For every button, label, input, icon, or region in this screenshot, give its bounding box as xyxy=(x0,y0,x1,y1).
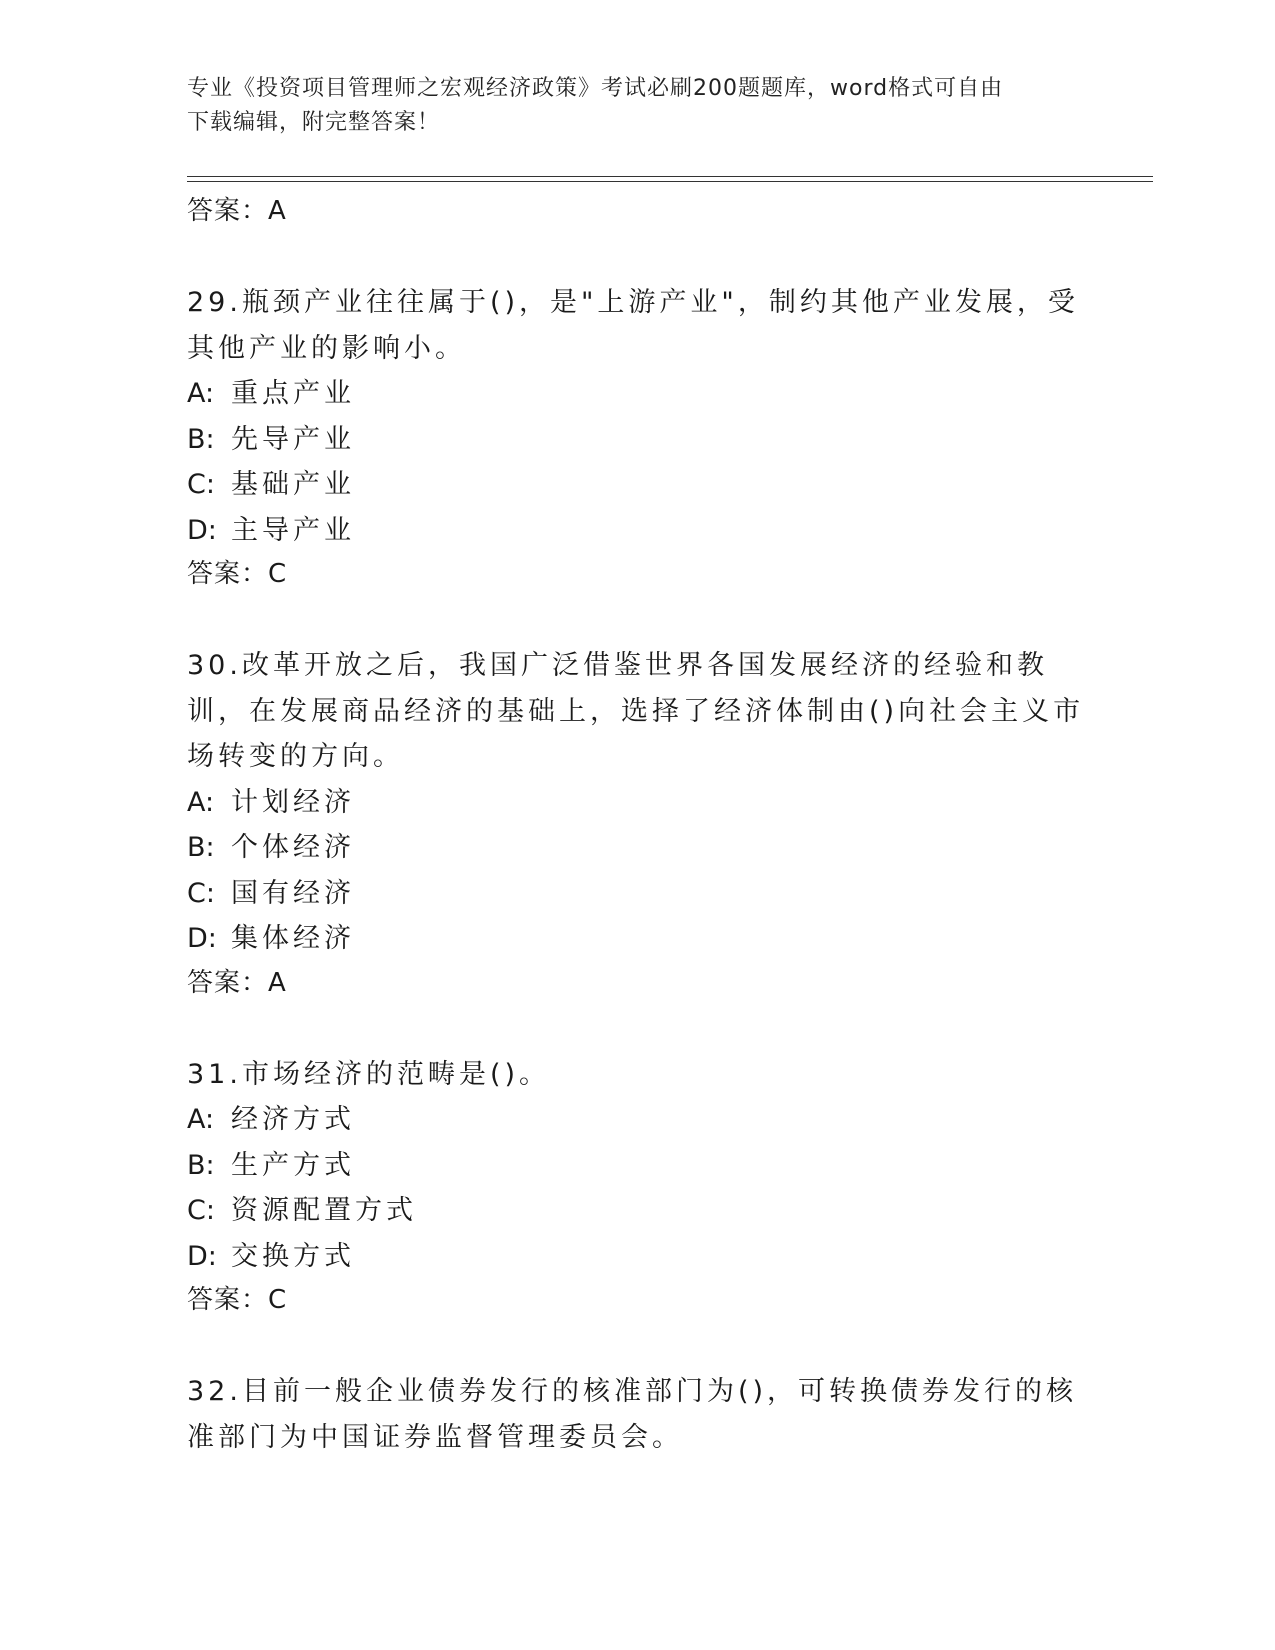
option-d xyxy=(187,508,1087,554)
option-b xyxy=(187,1143,1087,1189)
answer-30: 答案：A xyxy=(187,967,287,998)
header-line-1: 专业《投资项目管理师之宏观经济政策》考试必刷200题题库，word格式可自由 xyxy=(187,76,1004,101)
option-key: A: xyxy=(187,378,215,409)
option-a xyxy=(187,1097,1087,1143)
option-key: D: xyxy=(187,1240,217,1272)
option-key: C: xyxy=(187,877,215,909)
option-b xyxy=(187,825,1087,871)
answer-31: 答案：C xyxy=(187,1285,288,1315)
option-key: B: xyxy=(187,423,215,455)
option-text: 生产方式 xyxy=(231,1149,355,1181)
spacer xyxy=(187,595,1087,643)
question-32 xyxy=(187,1369,1087,1460)
option-key: A: xyxy=(187,1104,215,1135)
option-text: 基础产业 xyxy=(231,469,355,500)
option-key: C: xyxy=(187,469,215,500)
header-line-2: 下载编辑，附完整答案！ xyxy=(187,110,441,135)
option-text: 国有经济 xyxy=(231,877,355,909)
header-divider-top xyxy=(187,176,1153,177)
option-text: 计划经济 xyxy=(231,786,355,818)
question-list xyxy=(187,190,1087,1460)
question-29 xyxy=(187,280,1087,595)
option-d xyxy=(187,916,1087,962)
header-divider-bottom xyxy=(187,181,1153,182)
page-header xyxy=(187,72,1087,140)
question-stem: 30.改革开放之后，我国广泛借鉴世界各国发展经济的经验和教训，在发展商品经济的基础上，选择了经济体制由()向社会主义市场转变的方向。 xyxy=(187,650,1085,772)
option-text: 先导产业 xyxy=(231,423,355,455)
option-a xyxy=(187,780,1087,826)
option-text: 重点产业 xyxy=(231,378,355,409)
option-key: B: xyxy=(187,1149,215,1181)
answer-29: 答案：C xyxy=(187,559,288,589)
option-key: B: xyxy=(187,832,215,863)
question-stem: 31.市场经济的范畴是()。 xyxy=(187,1058,551,1090)
option-text: 交换方式 xyxy=(231,1240,355,1272)
option-c xyxy=(187,871,1087,917)
option-key: A: xyxy=(187,786,215,818)
spacer xyxy=(187,1004,1087,1052)
option-text: 主导产业 xyxy=(231,514,355,546)
option-c xyxy=(187,1188,1087,1234)
option-a xyxy=(187,371,1087,417)
question-31 xyxy=(187,1052,1087,1322)
option-key: D: xyxy=(187,923,217,954)
question-stem: 29.瓶颈产业往往属于()，是"上游产业"，制约其他产业发展，受其他产业的影响小。 xyxy=(187,287,1079,364)
question-30 xyxy=(187,643,1087,1004)
answer-28: 答案：A xyxy=(187,196,287,226)
option-key: D: xyxy=(187,514,217,546)
option-text: 个体经济 xyxy=(231,832,355,863)
spacer xyxy=(187,1321,1087,1369)
question-stem: 32.目前一般企业债券发行的核准部门为()，可转换债券发行的核准部门为中国证券监督管理委员会。 xyxy=(187,1376,1078,1453)
option-b xyxy=(187,417,1087,463)
option-text: 经济方式 xyxy=(231,1104,355,1135)
option-d xyxy=(187,1234,1087,1280)
option-c xyxy=(187,462,1087,508)
option-key: C: xyxy=(187,1195,215,1226)
option-text: 集体经济 xyxy=(231,923,355,954)
spacer xyxy=(187,232,1087,280)
option-text: 资源配置方式 xyxy=(231,1195,417,1226)
